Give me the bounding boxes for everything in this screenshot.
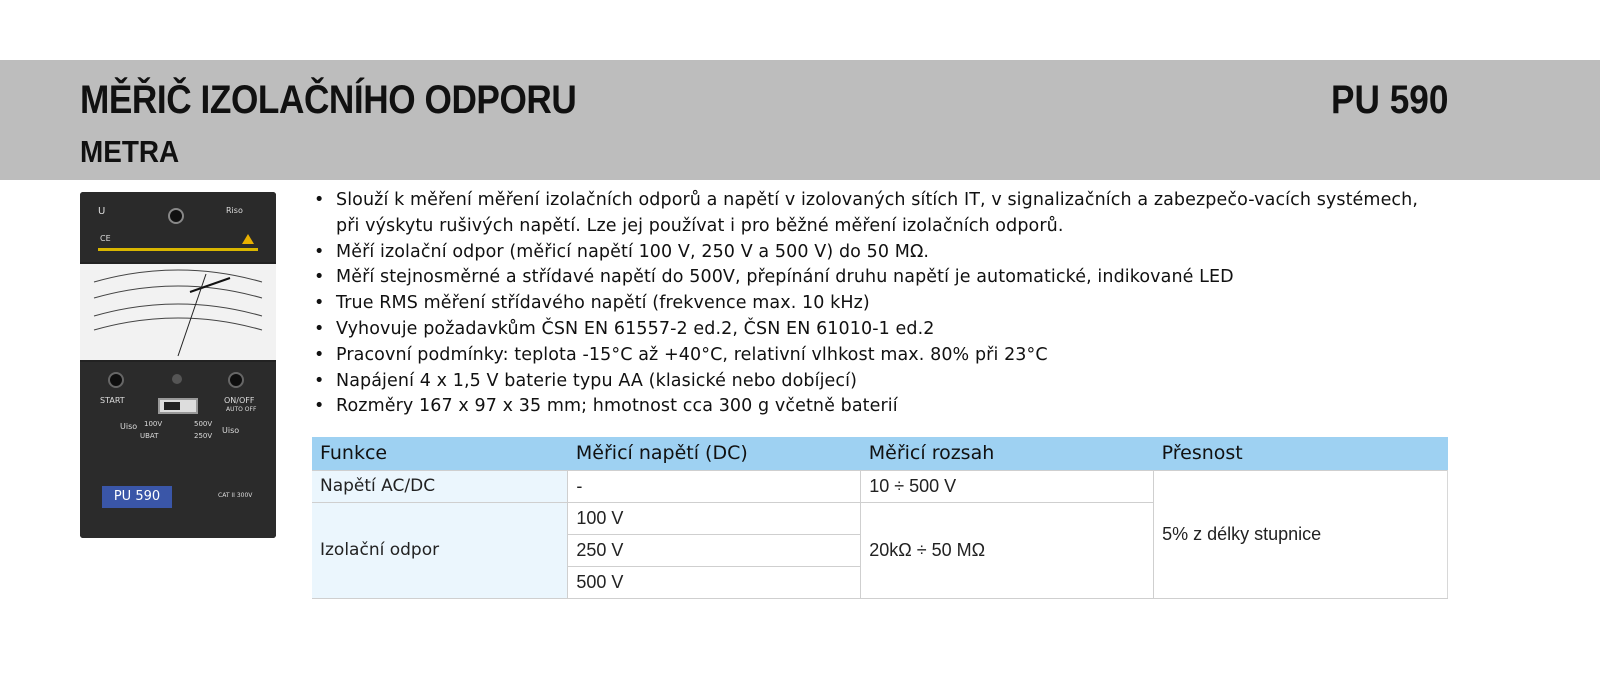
device-selector-knob	[168, 208, 184, 224]
list-item: • Měří stejnosměrné a střídavé napětí do 500V, přepínání druhu napětí je automatické, indikované LED	[312, 265, 1422, 291]
feature-list	[312, 188, 1422, 420]
device-label-onoff: ON/OFF	[224, 396, 255, 405]
page-title: MĚŘIČ IZOLAČNÍHO ODPORU	[80, 78, 577, 122]
device-label-250v: 250V	[194, 432, 213, 440]
device-analog-scale	[80, 264, 276, 360]
brand-name: METRA	[80, 134, 180, 169]
device-label-500v: 500V	[194, 420, 213, 428]
cell-funkce-napeti: Napětí AC/DC	[312, 470, 568, 502]
column-header-rozsah: Měřicí rozsah	[861, 437, 1154, 470]
cell-napeti-250: 250 V	[568, 534, 861, 566]
column-header-napeti: Měřicí napětí (DC)	[568, 437, 861, 470]
list-item: • Rozměry 167 x 97 x 35 mm; hmotnost cca 300 g včetně baterií	[312, 394, 1422, 420]
device-label-autooff: AUTO OFF	[226, 406, 257, 413]
cell-rozsah-napeti: 10 ÷ 500 V	[861, 470, 1154, 502]
device-ce-mark: CE	[100, 234, 111, 243]
device-label-riso: Riso	[226, 206, 243, 215]
device-label-u: U	[98, 206, 106, 217]
device-label-start: START	[100, 396, 125, 405]
device-top-panel	[80, 192, 276, 262]
list-item: • Měří izolační odpor (měřicí napětí 100 V, 250 V a 500 V) do 50 MΩ.	[312, 240, 1422, 266]
list-item: • True RMS měření střídavého napětí (frekvence max. 10 kHz)	[312, 291, 1422, 317]
led-indicator-icon	[172, 374, 182, 384]
device-label-cat: CAT II 300V	[218, 492, 253, 499]
device-photo	[80, 192, 276, 538]
warning-icon	[242, 234, 254, 244]
model-number: PU 590	[1330, 78, 1448, 122]
list-item: • Slouží k měření měření izolačních odporů a napětí v izolovaných sítích IT, v signalizačních a zabezpečo-vacích systémech, při výskytu rušivých napětí. Lze jej používat i pro běžné měření izolačních odporů.	[312, 188, 1422, 240]
voltage-switch-icon	[158, 398, 198, 414]
device-yellow-stripe	[98, 248, 258, 251]
column-header-presnost: Přesnost	[1154, 437, 1448, 470]
list-item: • Napájení 4 x 1,5 V baterie typu AA (klasické nebo dobíjecí)	[312, 369, 1422, 395]
device-label-uiso-left: Uiso	[120, 422, 138, 431]
list-item: • Pracovní podmínky: teplota -15°C až +40°C, relativní vlhkost max. 80% při 23°C	[312, 343, 1422, 369]
cell-napeti-500: 500 V	[568, 566, 861, 598]
list-item: • Vyhovuje požadavkům ČSN EN 61557-2 ed.2, ČSN EN 61010-1 ed.2	[312, 317, 1422, 343]
device-control-panel	[80, 362, 276, 538]
device-label-100v: 100V	[144, 420, 163, 428]
scale-arcs-icon	[80, 264, 276, 360]
cell-napeti-dash: -	[568, 470, 861, 502]
onoff-button-icon	[228, 372, 244, 388]
table-header-row	[312, 437, 1448, 470]
header-band	[0, 60, 1600, 180]
device-label-uiso-right: Uiso	[222, 426, 240, 435]
cell-presnost: 5% z délky stupnice	[1154, 470, 1448, 598]
table-row	[312, 470, 1448, 502]
cell-funkce-izolacni: Izolační odpor	[312, 502, 568, 598]
column-header-funkce: Funkce	[312, 437, 568, 470]
spec-table	[312, 437, 1448, 599]
device-logo: PU 590	[102, 486, 172, 508]
device-label-ubat: UBAT	[140, 432, 159, 440]
start-button-icon	[108, 372, 124, 388]
cell-rozsah-izolacni: 20kΩ ÷ 50 MΩ	[861, 502, 1154, 598]
cell-napeti-100: 100 V	[568, 502, 861, 534]
